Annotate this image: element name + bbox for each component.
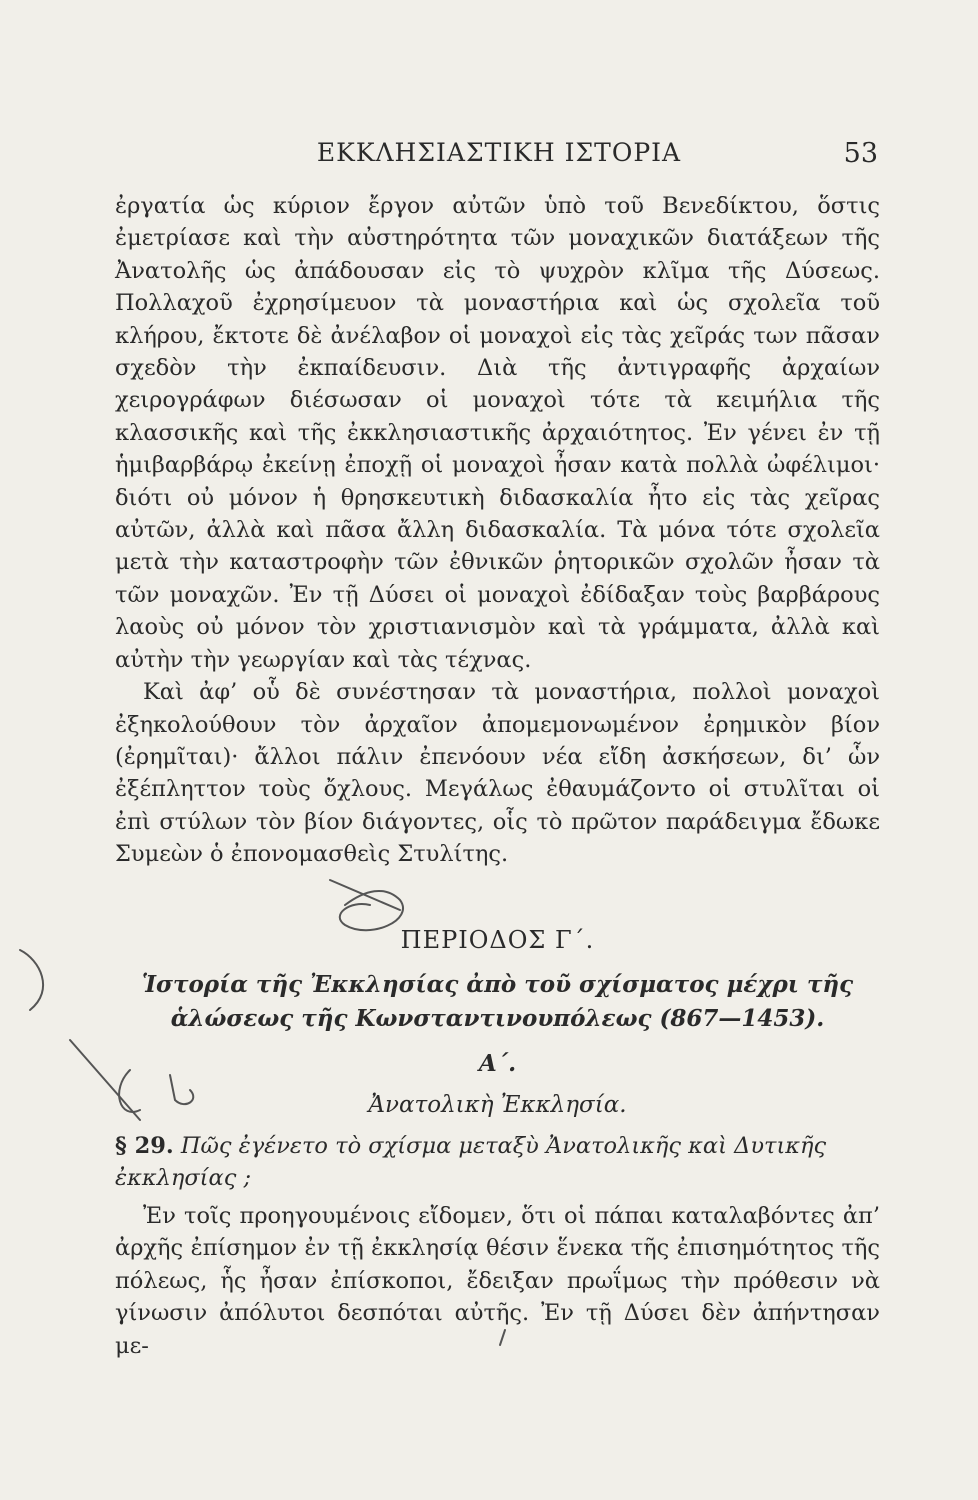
pencil-cross-stroke <box>330 880 400 910</box>
period-heading: ΠΕΡΙΟΔΟΣ Γ΄. <box>400 926 595 954</box>
subsection-letter: Α΄. <box>478 1050 517 1077</box>
body-text-bottom <box>115 1200 880 1362</box>
paragraph-heading <box>115 1130 880 1194</box>
paragraph-hermits: Καὶ ἀφ’ οὗ δὲ συνέστησαν τὰ μοναστήρια, πολλοὶ μοναχοὶ ἐξηκολούθουν τὸν ἀρχαῖον ἀπομεμονωμένον ἐρημικὸν βίον (ἐρημῖται)· ἄλλοι πάλιν ἐπενόουν νέα εἴδη ἀσκήσεων, δι’ ὧν ἐξέπληττον τοὺς ὄχλους. Μεγάλως ἐθαυμάζοντο οἱ στυλῖται οἱ ἐπὶ στύλων τὸν βίον διάγοντες, οἷς τὸ πρῶτον παράδειγμα ἔδωκε Συμεὼν ὁ ἐπονομασθεὶς Στυλίτης. <box>115 679 880 868</box>
paragraph-schism: Ἐν τοῖς προηγουμένοις εἴδομεν, ὅτι οἱ πάπαι καταλαβόντες ἀπ’ ἀρχῆς ἐπίσημον ἐν τῇ ἐκκλησίᾳ θέσιν ἕνεκα τῆς ἐπισημότητος τῆς πόλεως, ἧς ἦσαν ἐπίσκοποι, ἔδειξαν πρωΐμως τὴν πρόθεσιν νὰ γίνωσιν ἀπόλυτοι δεσπόται αὐτῆς. Ἐν τῇ Δύσει δὲν ἀπήντησαν με- <box>115 1203 880 1359</box>
running-title: ΕΚΚΛΗΣΙΑΣΤΙΚΗ ΙΣΤΟΡΙΑ <box>316 138 682 167</box>
paragraph-number: § 29. <box>115 1133 174 1159</box>
chapter-title-line-1: Ἱστορία τῆς Ἐκκλησίας ἀπὸ τοῦ σχίσματος μέχρι τῆς <box>141 971 854 998</box>
chapter-title <box>115 968 880 1036</box>
pencil-loop-mark <box>340 891 403 930</box>
chapter-title-line-2: ἁλώσεως τῆς Κωνσταντινουπόλεως (867—1453). <box>170 1005 825 1032</box>
paragraph-monastic-labor: ἐργατία ὡς κύριον ἔργον αὐτῶν ὑπὸ τοῦ Βενεδίκτου, ὅστις ἐμετρίασε καὶ τὴν αὐστηρότητα τῶν μοναχικῶν διατάξεων τῆς Ἀνατολῆς ὡς ἀπάδουσαν εἰς τὸ ψυχρὸν κλῖμα τῆς Δύσεως. Πολλαχοῦ ἐχρησίμευον τὰ μοναστήρια καὶ ὡς σχολεῖα τοῦ κλήρου, ἔκτοτε δὲ ἀνέλαβον οἱ μοναχοὶ εἰς τὰς χεῖράς των πᾶσαν σχεδὸν τὴν ἐκπαίδευσιν. Διὰ τῆς ἀντιγραφῆς ἀρχαίων χειρογράφων διέσωσαν οἱ μοναχοὶ τότε τὰ κειμήλια τῆς κλασσικῆς καὶ τῆς ἐκκλησιαστικῆς ἀρχαιότητος. Ἐν γένει ἐν τῇ ἡμιβαρβάρῳ ἐκείνῃ ἐποχῇ οἱ μοναχοὶ ἦσαν κατὰ πολλὰ ὠφέλιμοι· διότι οὐ μόνον ἡ θρησκευτικὴ διδασκαλία ἦτο εἰς τὰς χεῖρας αὐτῶν, ἀλλὰ καὶ πᾶσα ἄλλη διδασκαλία. Τὰ μόνα τότε σχολεῖα μετὰ τὴν καταστροφὴν τῶν ἐθνικῶν ῥητορικῶν σχολῶν ἦσαν τὰ τῶν μοναχῶν. Ἐν τῇ Δύσει οἱ μοναχοὶ ἐδίδαξαν τοὺς βαρβάρους λαοὺς οὐ μόνον τὸν χριστιανισμὸν καὶ τὰ γράμματα, ἀλλὰ καὶ αὐτὴν τὴν γεωργίαν καὶ τὰς τέχνας. <box>115 193 880 673</box>
subsection-title: Ἀνατολικὴ Ἐκκλησία. <box>368 1092 627 1118</box>
running-head <box>120 138 878 178</box>
page-number: 53 <box>843 138 878 169</box>
pencil-margin-mark-1 <box>20 950 43 1010</box>
body-text-top <box>115 190 880 871</box>
paragraph-question: Πῶς ἐγένετο τὸ σχίσμα μεταξὺ Ἀνατολικῆς καὶ Δυτικῆς ἐκκλησίας ; <box>115 1133 827 1191</box>
